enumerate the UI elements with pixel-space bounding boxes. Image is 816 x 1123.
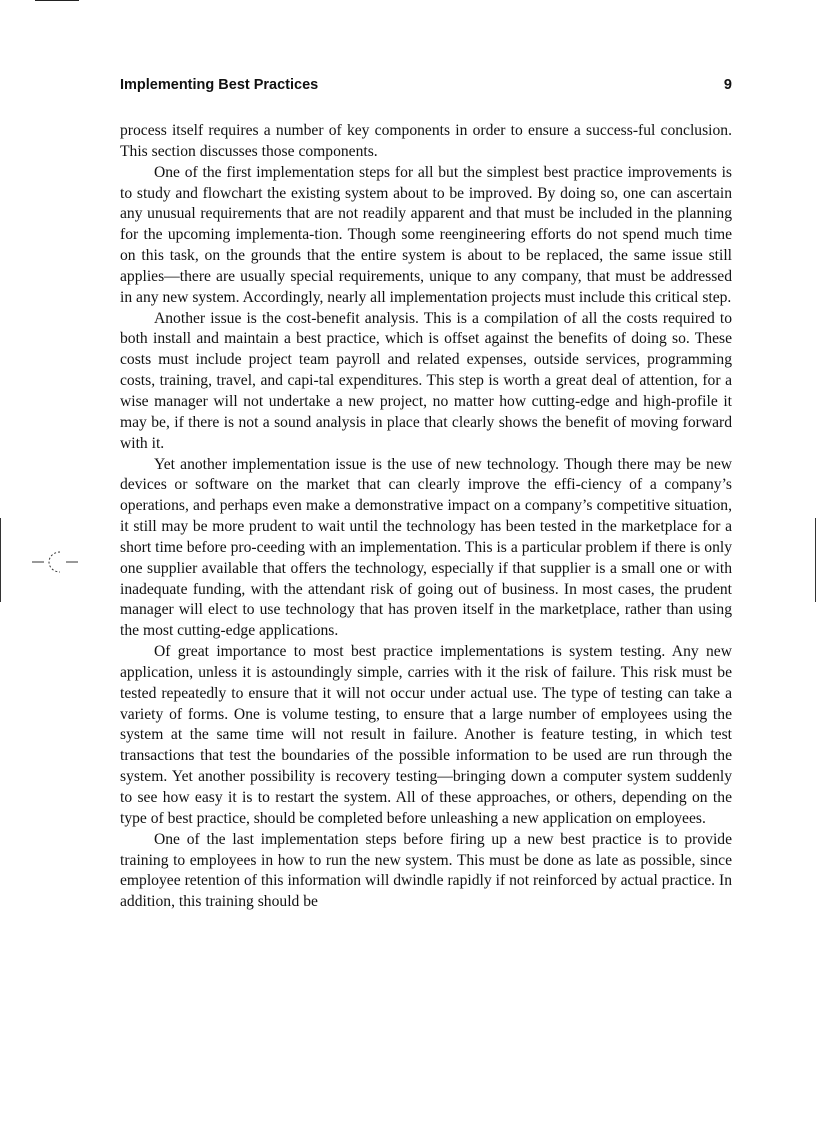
left-crop-mark	[0, 518, 1, 602]
paragraph-new-technology: Yet another implementation issue is the use of new technology. Though there may be new devices or software on the market that can clearly improve the effi-ciency of a company’s operations, and perhaps even make a demonstrative impact on a company’s competitive situation, it still may be more prudent to wait until the technology has been tested in the marketplace for a short time before pro-ceeding with an implementation. This is a particular problem if there is only one supplier available that offers the technology, especially if that supplier is a small one or with inadequate funding, with the attendant risk of going out of business. In most cases, the prudent manager will elect to use technology that has proven itself in the marketplace, rather than using the most cutting-edge applications.	[120, 455, 732, 640]
page-number: 9	[723, 77, 732, 93]
registration-mark-icon	[30, 548, 80, 576]
chapter-title: Implementing Best Practices	[120, 77, 319, 93]
paragraph-continued: process itself requires a number of key components in order to ensure a success-ful conclusion. This section discusses those components.	[120, 122, 732, 160]
paragraph-training: One of the last implementation steps before firing up a new best practice is to provide training to employees in how to run the new system. This must be done as late as possible, since employee retention of this information will dwindle rapidly if not reinforced by actual practice. In addition, this training should be	[120, 830, 732, 911]
top-crop-rule	[35, 0, 79, 1]
paragraph-system-testing: Of great importance to most best practice implementations is system testing. Any new application, unless it is astoundingly simple, carries with it the risk of failure. This risk must be tested repeatedly to ensure that it will not occur under actual use. The type of testing can take a variety of forms. One is volume testing, to ensure that a large number of employees using the system at the same time will not result in failure. Another is feature testing, in which test transactions that test the boundaries of the possible information to be used are run through the system. Yet another possibility is recovery testing—bringing down a computer system suddenly to see how easy it is to restart the system. All of these approaches, or others, depending on the type of best practice, should be completed before unleashing a new application on employees.	[120, 643, 732, 827]
body-text	[120, 121, 732, 913]
paragraph-flowchart: One of the first implementation steps for all but the simplest best practice improvements is to study and flowchart the existing system about to be improved. By doing so, one can ascertain any unusual requirements that are not readily apparent and that must be included in the planning for the upcoming implementa-tion. Though some reengineering efforts do not spend much time on this task, on the grounds that the entire system is about to be replaced, the same issue still applies—there are usually special requirements, unique to any company, that must be addressed in any new system. Accordingly, nearly all implementation projects must include this critical step.	[120, 163, 732, 306]
running-header	[120, 75, 732, 95]
paragraph-cost-benefit: Another issue is the cost-benefit analysis. This is a compilation of all the costs required to both install and maintain a best practice, which is offset against the benefits of doing so. These costs must include project team payroll and related expenses, outside services, programming costs, training, travel, and capi-tal expenditures. This step is worth a great deal of attention, for a wise manager will not undertake a new project, no matter how cutting-edge and high-profile it may be, if there is not a sound analysis in place that clearly shows the benefit of moving forward with it.	[120, 309, 732, 452]
